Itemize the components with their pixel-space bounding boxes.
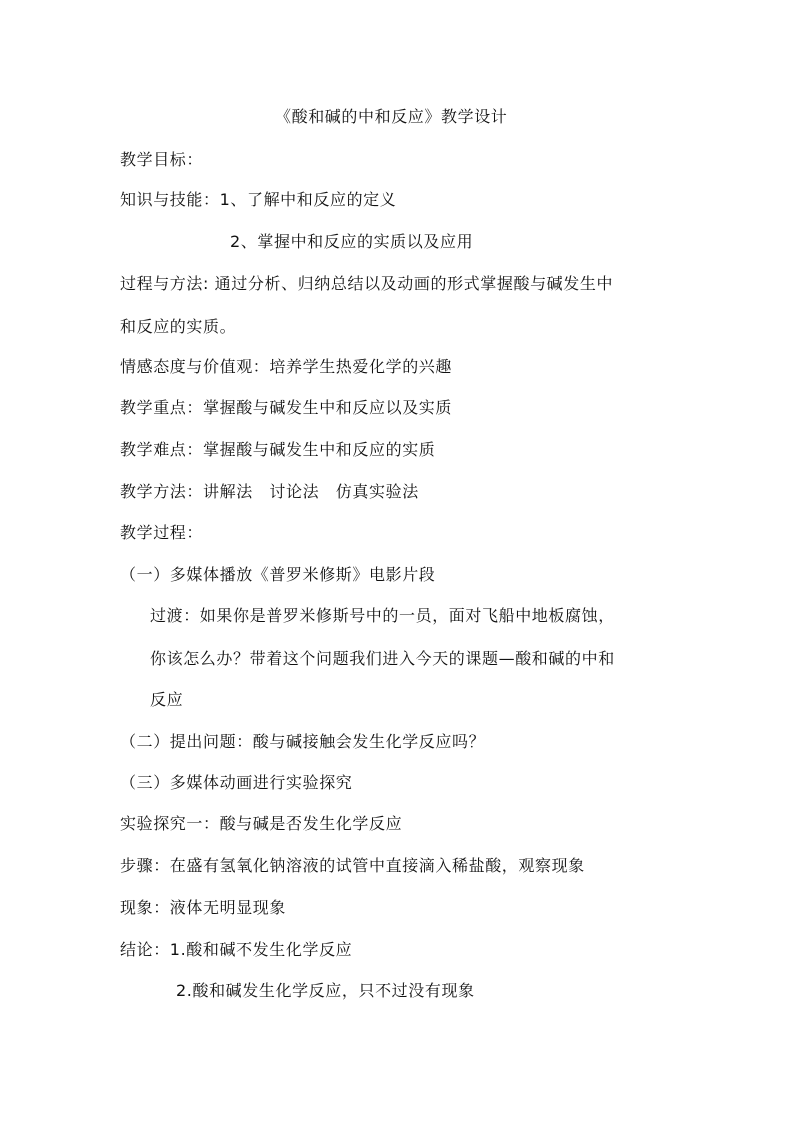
text-line: （三）多媒体动画进行实验探究 [120,773,353,792]
text-line: 结论：1.酸和碱不发生化学反应 [120,940,353,959]
text-line: 和反应的实质。 [120,317,237,336]
text-line: （二）提出问题：酸与碱接触会发生化学反应吗？ [120,732,486,751]
text-line: 2.酸和碱发生化学反应，只不过没有现象 [176,981,475,1000]
text-line: 教学目标： [120,150,204,169]
text-line: 2、掌握中和反应的实质以及应用 [230,232,474,251]
text-line: 教学过程： [120,523,204,542]
text-line: 你该怎么办？带着这个问题我们进入今天的课题—酸和碱的中和 [150,649,615,668]
text-line: 现象：液体无明显现象 [120,898,287,917]
text-line: 过程与方法: 通过分析、归纳总结以及动画的形式掌握酸与碱发生中 [120,274,614,293]
text-line: 步骤：在盛有氢氧化钠溶液的试管中直接滴入稀盐酸，观察现象 [120,856,585,875]
text-line: 反应 [150,690,184,709]
text-line: 教学难点：掌握酸与碱发生中和反应的实质 [120,440,436,459]
text-line: 教学方法：讲解法 讨论法 仿真实验法 [120,482,419,501]
text-line: （一）多媒体播放《普罗米修斯》电影片段 [120,565,436,584]
text-line: 过渡：如果你是普罗米修斯号中的一员，面对飞船中地板腐蚀， [150,606,615,625]
text-line: 情感态度与价值观：培养学生热爱化学的兴趣 [120,357,453,376]
text-line: 教学重点：掌握酸与碱发生中和反应以及实质 [120,398,453,417]
document-title: 《酸和碱的中和反应》教学设计 [275,107,508,126]
text-line: 实验探究一：酸与碱是否发生化学反应 [120,814,403,833]
text-line: 知识与技能：1、了解中和反应的定义 [120,190,397,209]
